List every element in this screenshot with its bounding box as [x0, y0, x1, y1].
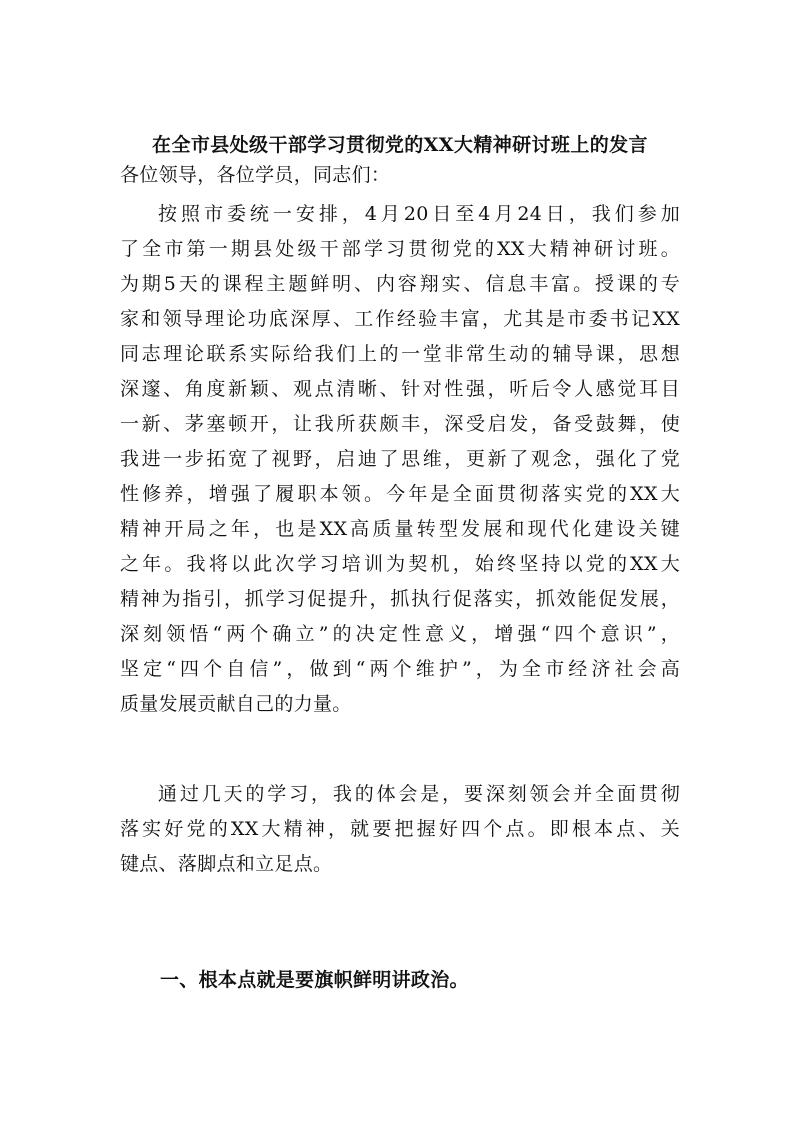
paragraph-1-line-7: 一新、茅塞顿开，让我所获颇丰，深受启发，备受鼓舞，使	[120, 413, 680, 435]
paragraph-2	[120, 777, 680, 882]
paragraph-1-line-3: 为期5天的课程主题鲜明、内容翔实、信息丰富。授课的专	[120, 273, 680, 295]
paragraph-2-line-3: 键点、落脚点和立足点。	[120, 853, 333, 875]
paragraph-1-line-5: 同志理论联系实际给我们上的一堂非常生动的辅导课，思想	[120, 343, 680, 365]
paragraph-1	[120, 197, 680, 722]
salutation	[120, 158, 680, 193]
paragraph-1-line-10: 精神开局之年，也是XX高质量转型发展和现代化建设关键	[120, 518, 680, 540]
paragraph-1-line-2: 了全市第一期县处级干部学习贯彻党的XX大精神研讨班。	[120, 238, 680, 260]
paragraph-1-line-9: 性修养，增强了履职本领。今年是全面贯彻落实党的XX大	[120, 483, 680, 505]
paragraph-1-line-12: 精神为指引，抓学习促提升，抓执行促落实，抓效能促发展，	[120, 588, 680, 610]
paragraph-1-line-6: 深邃、角度新颖、观点清晰、针对性强，听后令人感觉耳目	[120, 378, 680, 400]
document-title: 在全市县处级干部学习贯彻党的XX大精神研讨班上的发言	[152, 134, 648, 156]
section-heading-1: 一、根本点就是要旗帜鲜明讲政治。	[160, 969, 469, 991]
paragraph-1-line-4: 家和领导理论功底深厚、工作经验丰富，尤其是市委书记XX	[120, 308, 680, 330]
paragraph-1-line-15: 质量发展贡献自己的力量。	[120, 693, 352, 715]
paragraph-1-line-11: 之年。我将以此次学习培训为契机，始终坚持以党的XX大	[120, 553, 680, 575]
paragraph-2-line-1: 通过几天的学习，我的体会是，要深刻领会并全面贯彻	[158, 783, 680, 805]
paragraph-1-line-13: 深刻领悟“两个确立”的决定性意义，增强“四个意识”，	[120, 623, 680, 645]
paragraph-1-line-8: 我进一步拓宽了视野，启迪了思维，更新了观念，强化了党	[120, 448, 680, 470]
salutation-line: 各位领导，各位学员，同志们：	[120, 164, 391, 186]
paragraph-2-line-2: 落实好党的XX大精神，就要把握好四个点。即根本点、关	[120, 818, 680, 840]
paragraph-1-line-14: 坚定“四个自信”，做到“两个维护”，为全市经济社会高	[120, 658, 680, 680]
paragraph-1-line-1: 按照市委统一安排，4月20日至4月24日，我们参加	[158, 203, 680, 225]
